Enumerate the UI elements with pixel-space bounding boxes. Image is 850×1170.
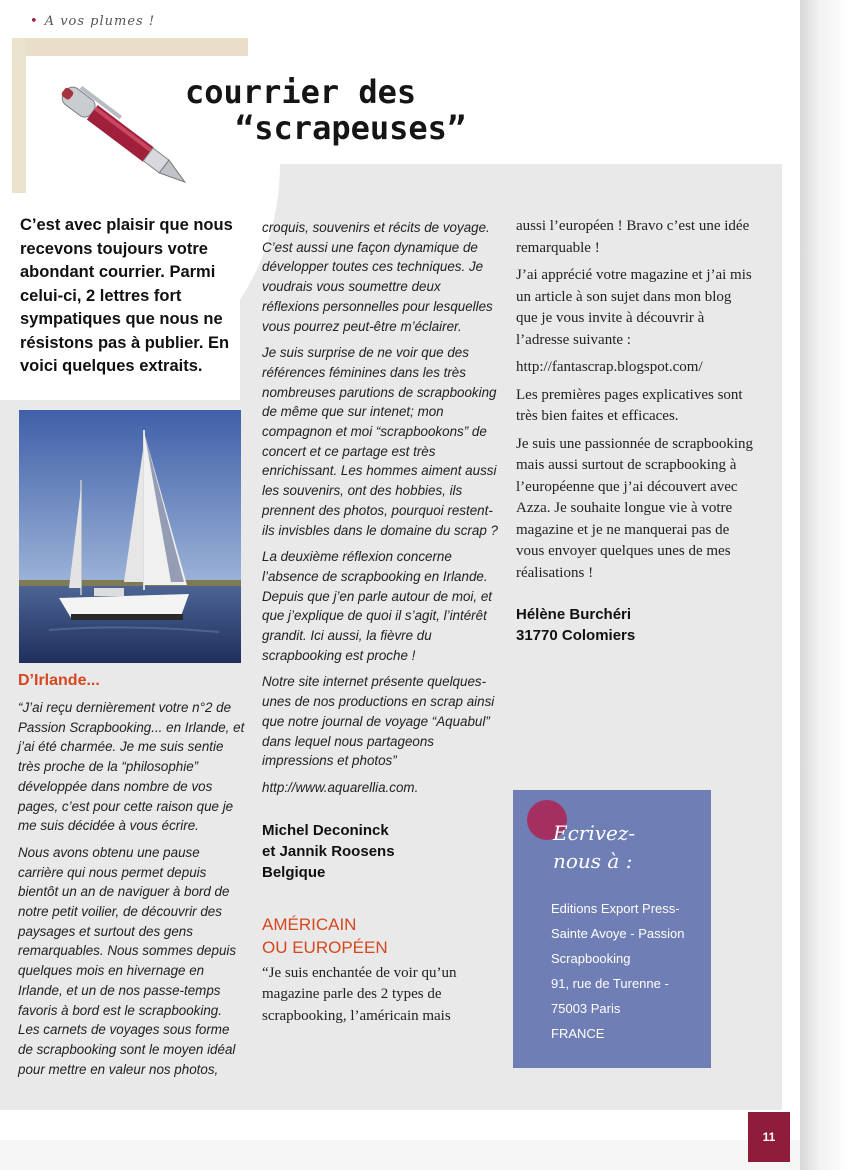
letter-1-signature-name: Michel Deconinck [262, 821, 389, 839]
letter-2-url: http://fantascrap.blogspot.com/ [516, 359, 703, 375]
contact-heading-1: Ecrivez- [553, 821, 636, 845]
contact-line: Editions Export Press- [551, 901, 680, 916]
letter-1-paragraph: Je suis surprise de ne voir que des références féminines dans les très nombreuses parutions de scrapbooking de même que sur intenet; mon compagnon et moi “scrapbookons” de concert et ce partage est très enrichissant. Les hommes aiment aussi les souvenirs, ont des hobbies, ils prennent des photos, pourquoi restent-ils invisbles dans le domaine du scrap ? [262, 345, 498, 538]
letter-1-paragraph: “J’ai reçu dernièrement votre n°2 de Passion Scrapbooking... en Irlande, et j’ai été charmée. Je me suis sentie très proche de la “philosophie” développée dans nombre de vos pages, c’est pour cette raison que je me suis décidée à vous écrire. [18, 700, 245, 834]
letter-1-signature-country: Belgique [262, 863, 326, 881]
letter-1-paragraph: Notre site internet présente quelques-unes de nos productions en scrap ainsi que notre journal de voyage “Aquabul” dans lequel nous partageons impressions et photos” [262, 674, 495, 769]
contact-box [513, 790, 711, 1068]
letter-2-paragraph: aussi l’européen ! Bravo c’est une idée remarquable ! [516, 218, 750, 256]
contact-line: FRANCE [551, 1026, 605, 1041]
intro-text: C’est avec plaisir que nous recevons toujours votre abondant courrier. Parmi celui-ci, 2 lettres fort sympatiques que nous ne résistons pas à publier. En voici quelques extraits. [20, 216, 233, 375]
letter-1-heading: D’Irlande... [18, 672, 100, 689]
contact-heading-2: nous à : [553, 849, 633, 873]
page-bottom-edge [0, 1140, 800, 1170]
contact-line: 75003 Paris [551, 1001, 621, 1016]
letter-2-paragraph: Je suis une passionnée de scrapbooking mais aussi surtout de scrapbooking à l’européenne que j’ai découvert avec Azza. Je souhaite longue vie à votre magazine et je ne manquerai pas de vous envoyer quelques unes de mes réalisations ! [516, 435, 754, 581]
title-line-1: courrier des [185, 73, 417, 111]
page-edge [800, 0, 850, 1170]
section-tag [30, 14, 155, 29]
page-title [185, 74, 485, 146]
title-line-2: “scrapeuses” [235, 109, 467, 147]
sailboat-image [19, 410, 241, 663]
section-tag-label: A vos plumes ! [44, 14, 156, 29]
letter-1-column-2 [262, 218, 500, 1033]
letter-2-heading-1: AMÉRICAIN [262, 914, 357, 934]
contact-line: Sainte Avoye - Passion [551, 926, 685, 941]
page-number: 11 [748, 1112, 790, 1162]
letter-2-column [516, 216, 756, 646]
sailboat-photo [19, 410, 241, 663]
letter-2-paragraph: “Je suis enchantée de voir qu’un magazine parle des 2 types de scrapbooking, l’américain mais [262, 964, 457, 1024]
letter-1-paragraph: Nous avons obtenu une pause carrière qui nous permet depuis bientôt un an de naviguer à bord de notre petit voilier, de découvrir des paysages et surtout des gens remarquables. Nous sommes depuis quelques mois en hivernage en Irlande, et un de nos passe-temps favoris à bord est le scrapbooking. Les carnets de voyages sous forme de scrapbooking sont le moyen idéal pour mettre en valeur nos photos, [18, 844, 237, 1077]
contact-address [551, 896, 701, 1046]
letter-2-signature-name: Hélène Burchéri [516, 606, 632, 623]
letter-1-paragraph: La deuxième réflexion concerne l’absence de scrapbooking en Irlande. Depuis que j’en parle autour de moi, et que j’explique de quoi il s’agit, l’intérêt grandit. Ici aussi, la fièvre du scrapbooking est proche ! [262, 549, 493, 663]
letter-2-signature-city: 31770 Colomiers [516, 627, 636, 644]
header-side-bar [12, 38, 26, 193]
contact-line: Scrapbooking [551, 951, 631, 966]
contact-line: 91, rue de Turenne - [551, 976, 669, 991]
letter-1-url: http://www.aquarellia.com. [262, 779, 419, 795]
letter-1-signature-name-2: et Jannik Roosens [262, 842, 395, 860]
header-rule [12, 38, 248, 56]
letter-2-paragraph: J’ai apprécié votre magazine et j’ai mis un article à son sujet dans mon blog que je vous invite à découvrir à l’adresse suivante : [516, 267, 752, 348]
letter-1-column-1 [18, 672, 246, 1086]
letter-1-paragraph: croquis, souvenirs et récits de voyage. C’est aussi une façon dynamique de développer toutes ces techniques. Je voudrais vous soumettre deux réflexions personnelles pour lesquelles vous pourrez peut-être m’éclairer. [262, 220, 493, 334]
bullet-icon: • [30, 14, 39, 29]
letter-2-heading-2: OU EUROPÉEN [262, 937, 388, 957]
letter-2-paragraph: Les premières pages explicatives sont très bien faites et efficaces. [516, 386, 743, 424]
